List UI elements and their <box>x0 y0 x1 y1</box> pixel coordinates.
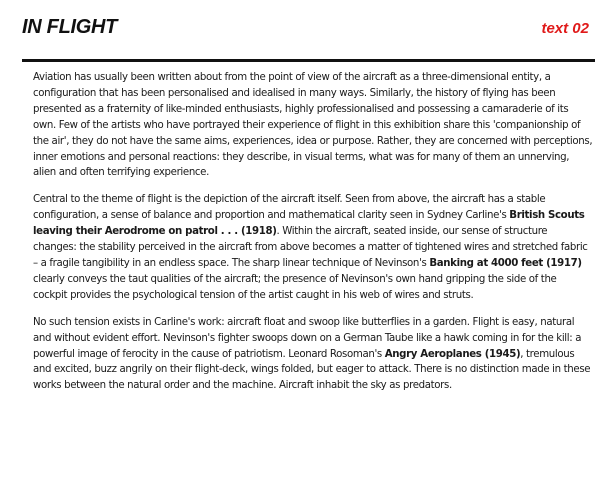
paragraph-3 <box>33 315 593 395</box>
artwork-title: Banking at 4000 feet (1917) <box>429 257 582 269</box>
paragraph-text: . Within the aircraft, seated inside, our sense of structure changes: the stability perceived in the aircraft from above becomes a matter of tightened wires and stretched fabric – a fragile tangibility in an endless space. The sharp linear technique of Nevinson's <box>33 226 588 269</box>
paragraph-1 <box>33 70 593 181</box>
paragraph-text: , tremulous and excited, buzz angrily on their flight-deck, wings folded, but eager to attack. There is no distinction made in these works between the natural order and the machine. Aircraft inhabit the sky as predators. <box>33 348 591 392</box>
page-title: IN FLIGHT <box>22 16 118 38</box>
paragraph-2 <box>33 192 593 303</box>
body-text <box>33 70 593 405</box>
paragraph-text: No such tension exists in Carline's work: aircraft float and swoop like butterflies in a garden. Flight is easy, natural and without evident effort. Nevinson's fighter swoops down on a German Taube like a hawk coming in for the kill: a powerful image of ferocity in the cause of patriotism. Leonard Rosoman's <box>33 316 582 360</box>
paragraph-text: Central to the theme of flight is the depiction of the aircraft itself. Seen from above, the aircraft has a stable configuration, a sense of balance and proportion and mathematical clarity seen in Sydney Carline's <box>33 194 546 222</box>
header <box>22 14 595 44</box>
artwork-title: British Scouts leaving their Aerodrome on patrol . . . (1918) <box>33 210 585 238</box>
artwork-title: Angry Aeroplanes (1945) <box>384 348 521 360</box>
header-rule <box>22 59 595 62</box>
text-label: text 02 <box>541 20 589 37</box>
paragraph-text: Aviation has usually been written about from the point of view of the aircraft as a three-dimensional entity, a configuration that has been personalised and idealised in many ways. Similarly, the history of flying has been presented as a fraternity of like-minded enthusiasts, highly professionalised and possessing a camaraderie of its own. Few of the artists who have portrayed their experience of flight in this exhibition share this 'companionship of the air', they do not have the same aims, experiences, idea or purpose. Rather, they are concerned with perceptions, inner emotions and personal reactions: they describe, in visual terms, what was for many of them an unnerving, alien and often terrifying experience. <box>33 72 593 179</box>
paragraph-text: clearly conveys the taut qualities of the aircraft; the presence of Nevinson's own hand gripping the side of the cockpit provides the psychological tension of the artist caught in his web of wires and struts. <box>33 273 557 301</box>
